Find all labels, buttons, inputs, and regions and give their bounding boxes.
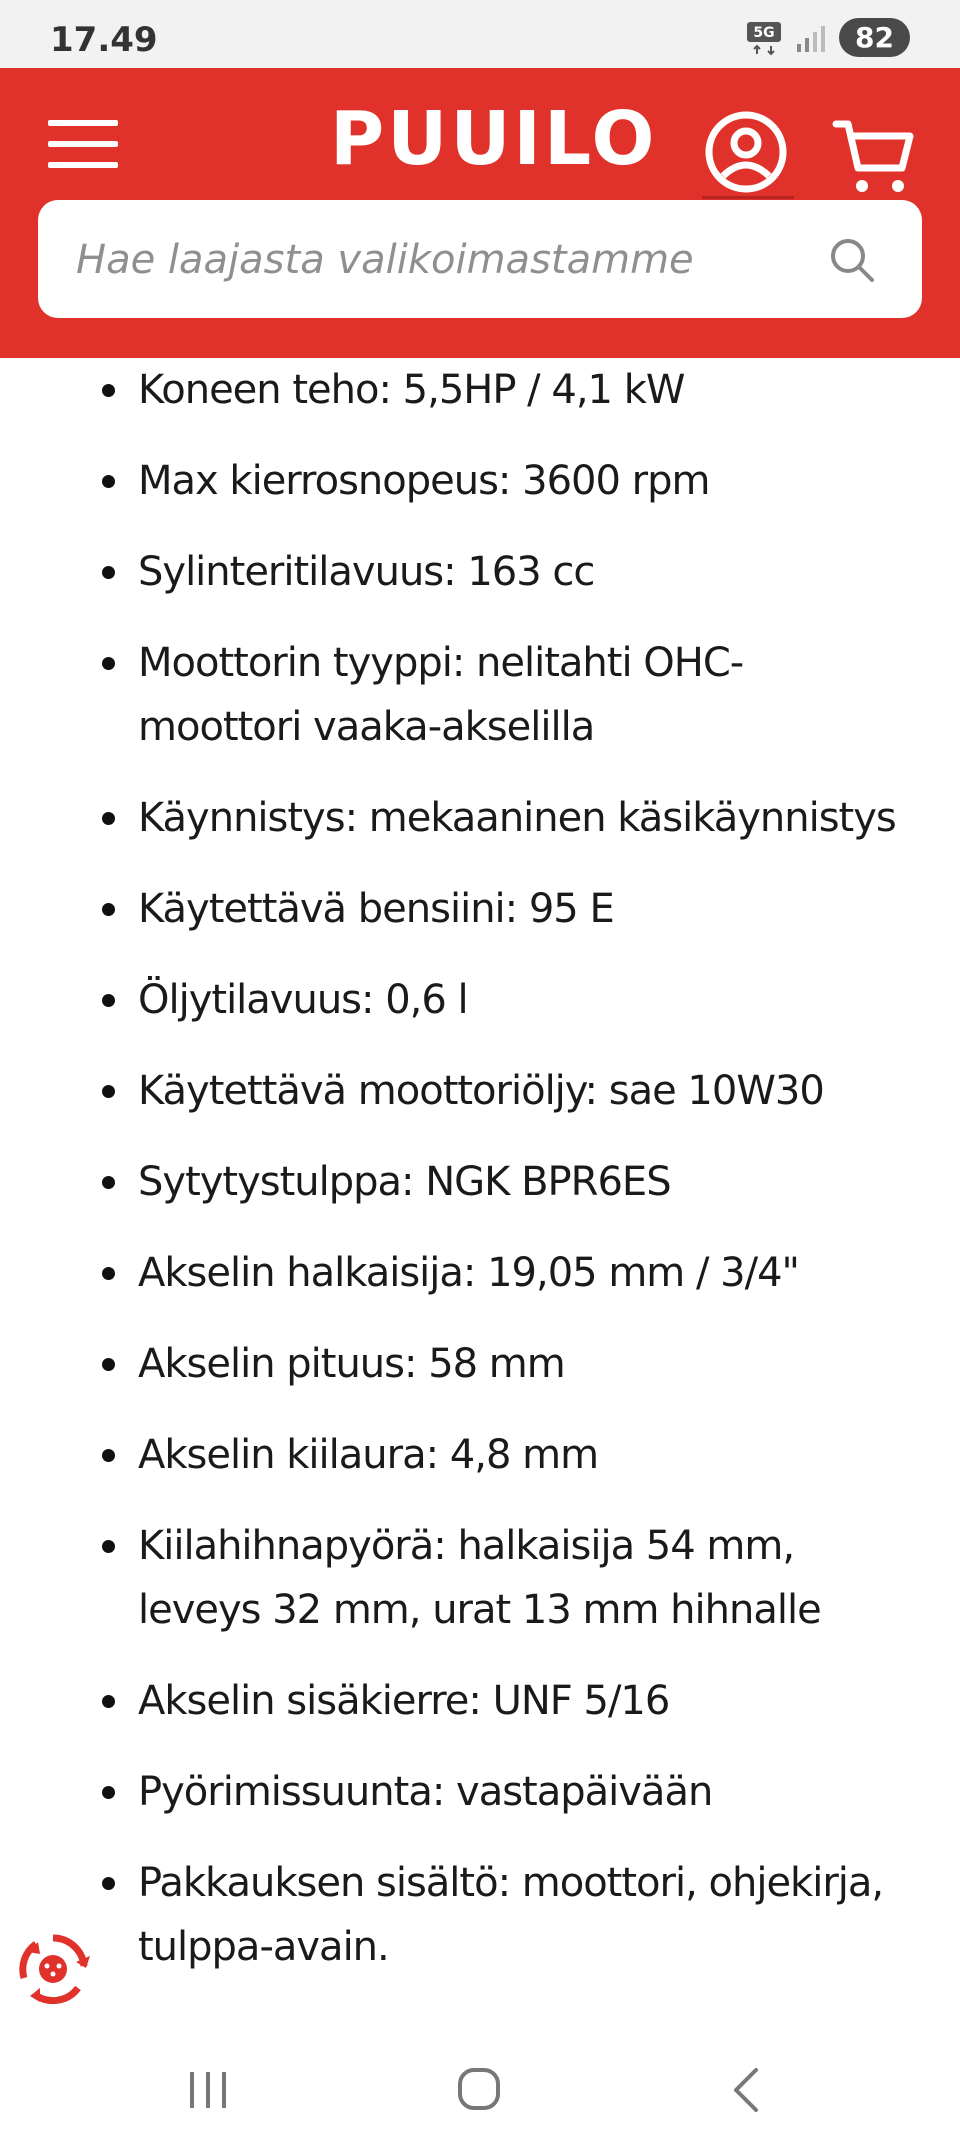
spec-item: Akselin halkaisija: 19,05 mm / 3/4" — [0, 1241, 960, 1305]
spec-item: Öljytilavuus: 0,6 l — [0, 968, 960, 1032]
status-time: 17.49 — [50, 20, 158, 60]
shopping-cart-icon[interactable] — [832, 114, 916, 198]
status-icons — [745, 18, 910, 57]
spec-list — [0, 358, 960, 2006]
search-bar — [38, 200, 922, 318]
spec-item: Sytytystulppa: NGK BPR6ES — [0, 1150, 960, 1214]
spec-item: Akselin sisäkierre: UNF 5/16 — [0, 1669, 960, 1733]
account-underline — [702, 196, 794, 199]
svg-text:5G: 5G — [753, 24, 775, 41]
rotating-arrows-badge-icon[interactable] — [14, 1930, 92, 2008]
user-account-icon[interactable] — [704, 110, 788, 194]
spec-item: Käytettävä bensiini: 95 E — [0, 877, 960, 941]
search-icon[interactable] — [828, 236, 876, 284]
network-5g-icon — [745, 20, 783, 56]
home-icon[interactable] — [456, 2066, 502, 2112]
system-navigation-bar — [0, 2030, 960, 2140]
spec-item: Käynnistys: mekaaninen käsikäynnistys — [0, 786, 960, 850]
spec-item: Sylinteritilavuus: 163 cc — [0, 540, 960, 604]
battery-level: 82 — [839, 18, 910, 57]
spec-item: Koneen teho: 5,5HP / 4,1 kW — [0, 358, 960, 422]
spec-item: Pyörimissuunta: vastapäivään — [0, 1760, 960, 1824]
spec-item: Kiilahihnapyörä: halkaisija 54 mm, leveys 32 mm, urat 13 mm hihnalle — [0, 1514, 960, 1642]
search-input[interactable] — [74, 200, 838, 320]
signal-strength-icon — [795, 22, 827, 54]
spec-item: Max kierrosnopeus: 3600 rpm — [0, 449, 960, 513]
spec-item: Akselin pituus: 58 mm — [0, 1332, 960, 1396]
status-bar — [0, 0, 960, 68]
spec-item: Moottorin tyyppi: nelitahti OHC-moottori vaaka-akselilla — [0, 631, 960, 759]
hamburger-menu-icon[interactable] — [48, 118, 118, 170]
recent-apps-icon[interactable] — [186, 2070, 230, 2110]
spec-item: Akselin kiilaura: 4,8 mm — [0, 1423, 960, 1487]
spec-item: Pakkauksen sisältö: moottori, ohjekirja, tulppa-avain. — [0, 1851, 960, 1979]
back-icon[interactable] — [730, 2066, 762, 2114]
spec-item: Käytettävä moottoriöljy: sae 10W30 — [0, 1059, 960, 1123]
site-logo[interactable]: PUUILO — [330, 96, 658, 182]
